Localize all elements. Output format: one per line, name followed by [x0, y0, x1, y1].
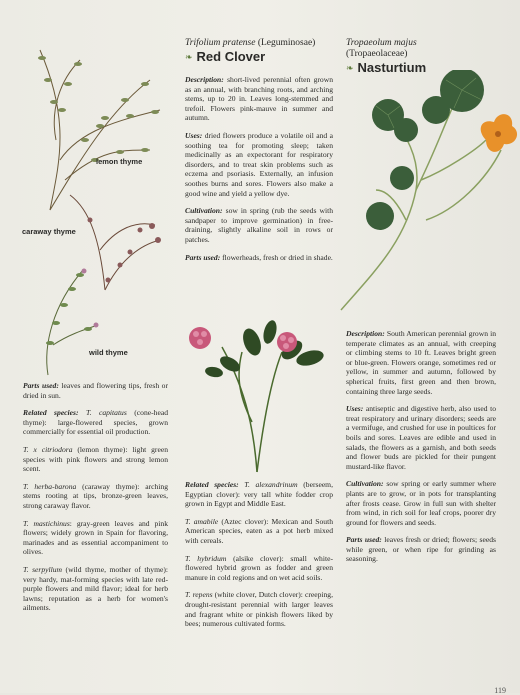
nasturtium-cultivation: Cultivation: sow spring or early summer where plants are to grow, or in pots for transplanting after frosts cease. Grow in full sun with shelter from wind, in rich soil for leaf crops, poorer dry ground for flowers and seeds. [346, 479, 496, 527]
nasturtium-uses: Uses: antiseptic and digestive herb, also used to treat respiratory and urinary disorders; seeds are a vermifuge, and crushed for use in poultices for boils and sores. Leaves are edible and used in salads, the flowers as a garnish, and both seeds and flower buds are pickled for their pungent mustard-like flavor. [346, 404, 496, 471]
leaf-ornament-icon: ❧ [185, 52, 193, 62]
nasturtium-description: Description: South American perennial grown in temperate climates as an annual, with creeping or climbing stems to 10 ft. Leaves bright green or blue-green. Flowers orange, sometimes red or yellow, in summer and autumn, followed by spherical fruits, first green and then brown, containing three large seeds. [346, 329, 496, 396]
clover-related-column [185, 480, 333, 637]
lemon-thyme-illustration [20, 40, 170, 215]
thyme-species-2: T. herba-barona (caraway thyme): arching stems rooting at tips, bronze-green leaves, strong caraway flavor. [23, 481, 169, 510]
wild-thyme-illustration [28, 265, 108, 380]
clover-cultivation: Cultivation: sow in spring (rub the seeds with sandpaper to improve germination) in free-draining, slightly alkaline soil in rows or patches. [185, 206, 333, 244]
page-number: 119 [494, 686, 506, 695]
nasturtium-family: (Tropaeolaceae) [346, 49, 408, 59]
nasturtium-common-name: ❧ Nasturtium [346, 60, 427, 75]
nasturtium-illustration [336, 70, 520, 315]
clover-parts-used: Parts used: flowerheads, fresh or dried in shade. [185, 252, 333, 262]
clover-related-1: T. amabile (Aztec clover): Mexican and South American species, eaten as a pot herb mixed with cereals. [185, 516, 334, 545]
thyme-species-3: T. mastichinus: gray-green leaves and pink flowers; widely grown in Spain for flavoring, marinades and as essential accompaniment to olives. [23, 518, 168, 557]
clover-related-3: T. repens (white clover, Dutch clover): creeping, drought-resistant perennial with larger leaves and fragrant white or pinkish flowers liked by bees; numerous cultivated forms. [185, 590, 334, 629]
clover-related-0: Related species: T. alexandrinum (berseem, Egyptian clover): very tall white fodder crop grown in Egypt and Middle East. [185, 480, 333, 509]
nasturtium-text-column [346, 329, 496, 572]
clover-uses: Uses: dried flowers produce a volatile oil and a soothing tea for promoting sleep; taken medicinally as an expectorant for respiratory disorders, and to treat skin problems such as eczema and psoriasis. Externally, an infusion soothes burns and sores. Flowers also make a good wine and yield a yellow dye. [185, 130, 333, 198]
red-clover-column [185, 38, 333, 270]
clover-common-name: ❧ Red Clover [185, 49, 266, 64]
caption-lemon-thyme: lemon thyme [96, 157, 143, 166]
clover-description: Description: short-lived perennial often grown as an annual, with branching roots, and arching stems, up to 20 in. Leaves long-stemmed and trefoil. Flowers pink-mauve in summer and autumn. [185, 75, 333, 123]
caption-wild-thyme: wild thyme [89, 348, 128, 357]
thyme-species-1: T. x citriodora (lemon thyme): light green species with pink flowers and strong lemon scent. [23, 444, 168, 474]
red-clover-illustration [182, 312, 332, 477]
thyme-parts-used: Parts used: leaves and flowering tips, fresh or dried in sun. [23, 381, 169, 400]
leaf-ornament-icon: ❧ [346, 63, 354, 73]
thyme-related-species: Related species: T. capitatus (cone-head thyme): large-flowered species, grown commercially for essential oil production. [23, 408, 168, 437]
clover-latin-heading: Trifolium pratense (Leguminosae) [185, 38, 316, 48]
nasturtium-latin: Tropaeolum majus [346, 38, 417, 48]
caption-caraway-thyme: caraway thyme [22, 227, 76, 236]
thyme-text-column [23, 381, 168, 621]
clover-related-2: T. hybridum (alsike clover): small white-flowered hybrid grown as fodder and green manure in cold regions and on wet acid soils. [185, 553, 333, 582]
nasturtium-parts-used: Parts used: leaves fresh or dried; flowers; seeds while green, or when ripe for grinding as seasoning. [346, 535, 496, 564]
thyme-species-4: T. serpyllum (wild thyme, mother of thyme): very hardy, mat-forming species with late red-purple flowers and mild flavor; ideal for herb lawns; reputation as a herb for women's ailments. [23, 564, 168, 613]
